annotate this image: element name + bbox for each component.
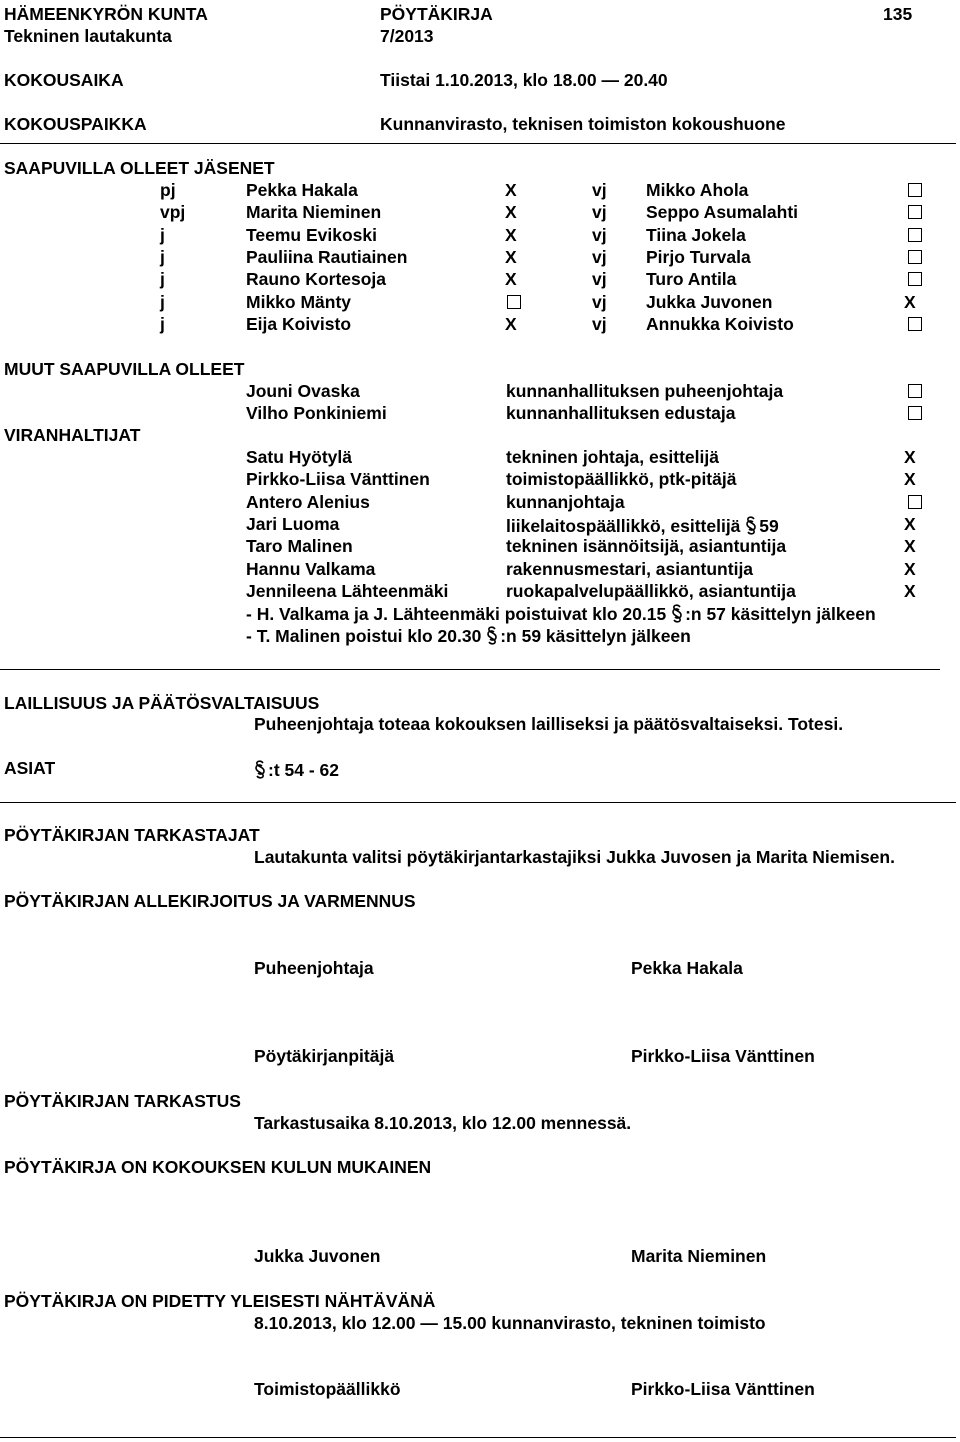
meeting-time-label: KOKOUSAIKA — [4, 70, 124, 90]
public-text: 8.10.2013, klo 12.00 ― 15.00 kunnanvirasto, tekninen toimisto — [254, 1313, 766, 1333]
checkbox-empty-icon — [908, 205, 922, 219]
accuracy-signer-1: Jukka Juvonen — [254, 1246, 381, 1266]
substitute-role: vj — [592, 202, 607, 223]
official-title: ruokapalvelupäällikkö, asiantuntija — [506, 580, 796, 601]
section-sign-icon — [745, 516, 759, 535]
substitute-role: vj — [592, 291, 607, 312]
substitute-role: vj — [592, 246, 607, 267]
board-name: Tekninen lautakunta — [4, 26, 172, 46]
section-sign-icon — [486, 626, 500, 645]
legality-heading: LAILLISUUS JA PÄÄTÖSVALTAISUUS — [4, 693, 320, 713]
secretary-name: Pirkko-Liisa Vänttinen — [631, 1046, 815, 1066]
section-sign-icon — [671, 604, 685, 623]
member-name: Marita Nieminen — [246, 202, 382, 223]
officials-note-2: - T. Malinen poistui klo 20.30 :n 59 käsittelyn jälkeen — [246, 626, 691, 646]
official-name: Pirkko-Liisa Vänttinen — [246, 469, 430, 490]
checkbox-empty-icon — [908, 495, 922, 509]
member-role: pj — [160, 180, 176, 200]
official-title: liikelaitospäällikkö, esittelijä 59 — [506, 515, 779, 536]
official-title: tekninen isännöitsijä, asiantuntija — [506, 536, 787, 557]
signing-heading: PÖYTÄKIRJAN ALLEKIRJOITUS JA VARMENNUS — [4, 891, 416, 911]
member-role: j — [160, 224, 165, 245]
substitute-name: Seppo Asumalahti — [646, 202, 799, 223]
public-sign-name: Pirkko-Liisa Vänttinen — [631, 1379, 815, 1399]
items-label: ASIAT — [4, 758, 56, 778]
substitute-name: Tiina Jokela — [646, 224, 746, 245]
member-presence: X — [505, 246, 517, 267]
member-name: Mikko Mänty — [246, 291, 352, 312]
inspectors-text: Lautakunta valitsi pöytäkirjantarkastajiksi Jukka Juvosen ja Marita Niemisen. — [254, 847, 895, 867]
official-title: rakennusmestari, asiantuntija — [506, 558, 754, 579]
checkbox-empty-icon — [908, 228, 922, 242]
substitute-name: Jukka Juvonen — [646, 291, 773, 312]
official-title: tekninen johtaja, esittelijä — [506, 447, 719, 467]
accuracy-signer-2: Marita Nieminen — [631, 1246, 767, 1266]
member-role: vpj — [160, 202, 186, 223]
members-heading: SAAPUVILLA OLLEET JÄSENET — [4, 158, 275, 178]
member-role: j — [160, 291, 165, 312]
member-role: j — [160, 313, 165, 334]
member-role: j — [160, 246, 165, 267]
legality-text: Puheenjohtaja toteaa kokouksen lailliseksi ja päätösvaltaiseksi. Totesi. — [254, 714, 844, 734]
meeting-time-value: Tiistai 1.10.2013, klo 18.00 ― 20.40 — [380, 70, 668, 90]
inspectors-heading: PÖYTÄKIRJAN TARKASTAJAT — [4, 825, 260, 845]
member-name: Pauliina Rautiainen — [246, 246, 408, 267]
official-presence: X — [904, 513, 916, 534]
divider — [0, 669, 940, 670]
officials-note-1: - H. Valkama ja J. Lähteenmäki poistuivat klo 20.15 :n 57 käsittelyn jälkeen — [246, 604, 876, 624]
inspection-text: Tarkastusaika 8.10.2013, klo 12.00 mennessä. — [254, 1113, 632, 1133]
checkbox-empty-icon — [507, 295, 521, 309]
member-role: j — [160, 269, 165, 290]
substitute-name: Mikko Ahola — [646, 180, 749, 200]
checkbox-empty-icon — [908, 317, 922, 331]
substitute-name: Pirjo Turvala — [646, 246, 751, 267]
official-presence: X — [904, 469, 916, 490]
page-number: 135 — [883, 4, 913, 24]
member-presence: X — [505, 180, 517, 200]
section-sign-icon — [254, 760, 268, 779]
official-section: 59 — [759, 515, 779, 536]
substitute-presence: X — [904, 291, 916, 312]
checkbox-empty-icon — [908, 183, 922, 197]
attendee-title: kunnanhallituksen puheenjohtaja — [506, 381, 784, 401]
official-title: kunnanjohtaja — [506, 491, 625, 512]
official-name: Taro Malinen — [246, 536, 353, 557]
member-name: Rauno Kortesoja — [246, 269, 387, 290]
official-name: Hannu Valkama — [246, 558, 376, 579]
divider — [0, 1437, 956, 1438]
checkbox-empty-icon — [908, 250, 922, 264]
official-presence: X — [904, 536, 916, 557]
member-presence: X — [505, 202, 517, 223]
official-name: Satu Hyötylä — [246, 447, 352, 467]
divider — [0, 802, 956, 803]
substitute-name: Turo Antila — [646, 269, 737, 290]
member-name: Eija Koivisto — [246, 313, 352, 334]
others-heading: MUUT SAAPUVILLA OLLEET — [4, 359, 245, 379]
attendee-name: Vilho Ponkiniemi — [246, 403, 387, 423]
accuracy-heading: PÖYTÄKIRJA ON KOKOUKSEN KULUN MUKAINEN — [4, 1157, 432, 1177]
substitute-name: Annukka Koivisto — [646, 313, 794, 334]
officials-heading: VIRANHALTIJAT — [4, 425, 141, 445]
attendee-name: Jouni Ovaska — [246, 381, 360, 401]
chair-name: Pekka Hakala — [631, 958, 743, 978]
official-title: toimistopäällikkö, ptk-pitäjä — [506, 469, 737, 490]
doc-type: PÖYTÄKIRJA — [380, 4, 493, 24]
chair-label: Puheenjohtaja — [254, 958, 374, 978]
official-name: Jari Luoma — [246, 513, 340, 534]
public-sign-label: Toimistopäällikkö — [254, 1379, 401, 1399]
divider — [0, 143, 956, 144]
official-presence: X — [904, 558, 916, 579]
checkbox-empty-icon — [908, 406, 922, 420]
substitute-role: vj — [592, 224, 607, 245]
substitute-role: vj — [592, 180, 607, 200]
attendee-title: kunnanhallituksen edustaja — [506, 403, 736, 423]
substitute-role: vj — [592, 269, 607, 290]
official-presence: X — [904, 580, 916, 601]
meeting-place-label: KOKOUSPAIKKA — [4, 114, 147, 134]
member-name: Pekka Hakala — [246, 180, 358, 200]
official-name: Jennileena Lähteenmäki — [246, 580, 449, 601]
doc-number: 7/2013 — [380, 26, 434, 46]
member-presence: X — [505, 269, 517, 290]
checkbox-empty-icon — [908, 272, 922, 286]
meeting-place-value: Kunnanvirasto, teknisen toimiston kokoushuone — [380, 114, 786, 134]
org-name: HÄMEENKYRÖN KUNTA — [4, 4, 208, 24]
member-presence: X — [505, 313, 517, 334]
substitute-role: vj — [592, 313, 607, 334]
public-heading: PÖYTÄKIRJA ON PIDETTY YLEISESTI NÄHTÄVÄNÄ — [4, 1291, 436, 1311]
inspection-heading: PÖYTÄKIRJAN TARKASTUS — [4, 1091, 241, 1111]
member-name: Teemu Evikoski — [246, 224, 377, 245]
checkbox-empty-icon — [908, 384, 922, 398]
items-value: :t 54 - 62 — [254, 757, 339, 781]
member-presence: X — [505, 224, 517, 245]
secretary-label: Pöytäkirjanpitäjä — [254, 1046, 395, 1066]
official-presence: X — [904, 447, 916, 467]
official-name: Antero Alenius — [246, 491, 370, 512]
